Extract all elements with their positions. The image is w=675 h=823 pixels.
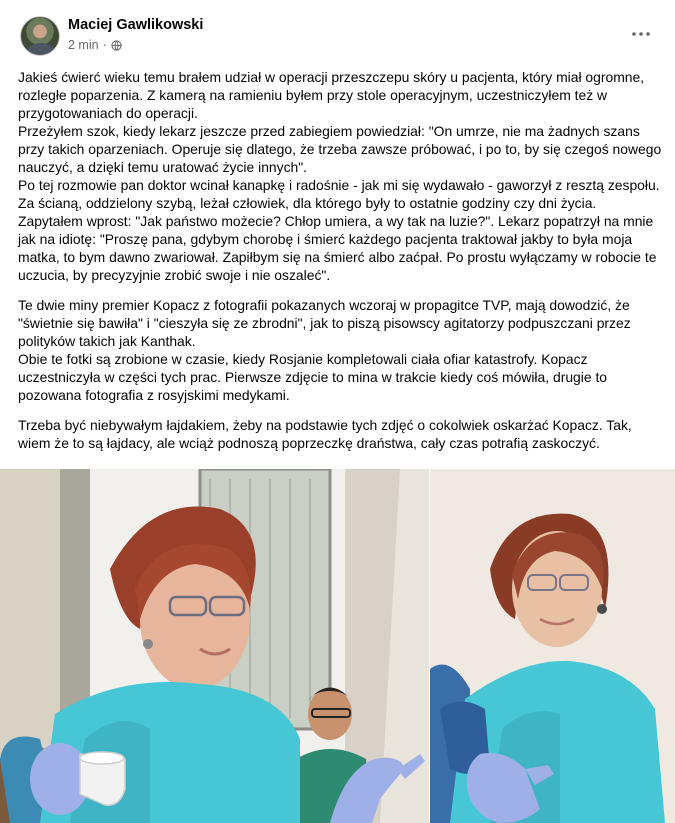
post-photo-left[interactable] [0, 469, 429, 823]
post-paragraph-2: Te dwie miny premier Kopacz z fotografii pokazanych wczoraj w propagitce TVP, mają dowodzić, że "świetnie się bawiła" i "cieszyła się ze zbrodni", jak to piszą pisowscy agitatorzy podpuszczani przez polityków takich jak Kanthak. Obie te fotki są zrobione w czasie, kiedy Rosjanie kompletowali ciała ofiar katastrofy. Kopacz uczestniczyła w części tych prac. Pierwsze zdjęcie to mina w trakcie kiedy coś mówiła, drugie to pozowana fotografia z rosyjskimi medykami. [18, 297, 631, 403]
post-paragraph-3: Trzeba być niebywałym łajdakiem, żeby na podstawie tych zdjęć o cokolwiek oskarżać Kopacz. Tak, wiem że to są łajdacy, ale wciąż podnoszą poprzeczkę draństwa, cały czas potrafią zaskoczyć. [18, 417, 632, 451]
post-photos [0, 469, 675, 823]
post-text [18, 68, 663, 464]
post-photo-right[interactable] [430, 469, 675, 823]
globe-icon [111, 40, 122, 51]
author-name[interactable]: Maciej Gawlikowski [68, 17, 204, 33]
author-avatar[interactable] [20, 16, 60, 56]
post-paragraph-1: Jakieś ćwierć wieku temu brałem udział w operacji przeszczepu skóry u pacjenta, który miał ogromne, rozległe poparzenia. Z kamerą na ramieniu byłem przy stole operacyjnym, uczestniczyłem też w przygotowaniach do operacji. Przeżyłem szok, kiedy lekarz jeszcze przed zabiegiem powiedział: "On umrze, nie ma żadnych szans przy takich oparzeniach. Operuje się dlatego, że trzeba zawsze próbować, i po to, by się czegoś nowego nauczyć, a dzięki temu uratować życie innych". Po tej rozmowie pan doktor wcinał kanapkę i radośnie - jak mi się wydawało - gaworzył z resztą zespołu. Za ścianą, oddzielony szybą, leżał człowiek, dla którego były to ostatnie godziny czy dni życia. Zapytałem wprost: "Jak państwo możecie? Chłop umiera, a wy tak na luzie?". Lekarz popatrzył na mnie jak na idiotę: "Proszę pana, gdybym chorobę i śmierć każdego pacjenta traktował jakby to była moja matka, to bym dawno zwariował. Zapiłbym się na śmierć albo zaćpał. Po prostu wyłączamy w robocie te uczucia, by precyzyjnie zrobić swoje i nie oszaleć". [18, 69, 662, 283]
post-header [16, 12, 659, 56]
more-options-icon[interactable] [623, 16, 659, 52]
post-meta: 2 min · [68, 38, 122, 52]
post-time[interactable]: 2 min [68, 38, 99, 52]
